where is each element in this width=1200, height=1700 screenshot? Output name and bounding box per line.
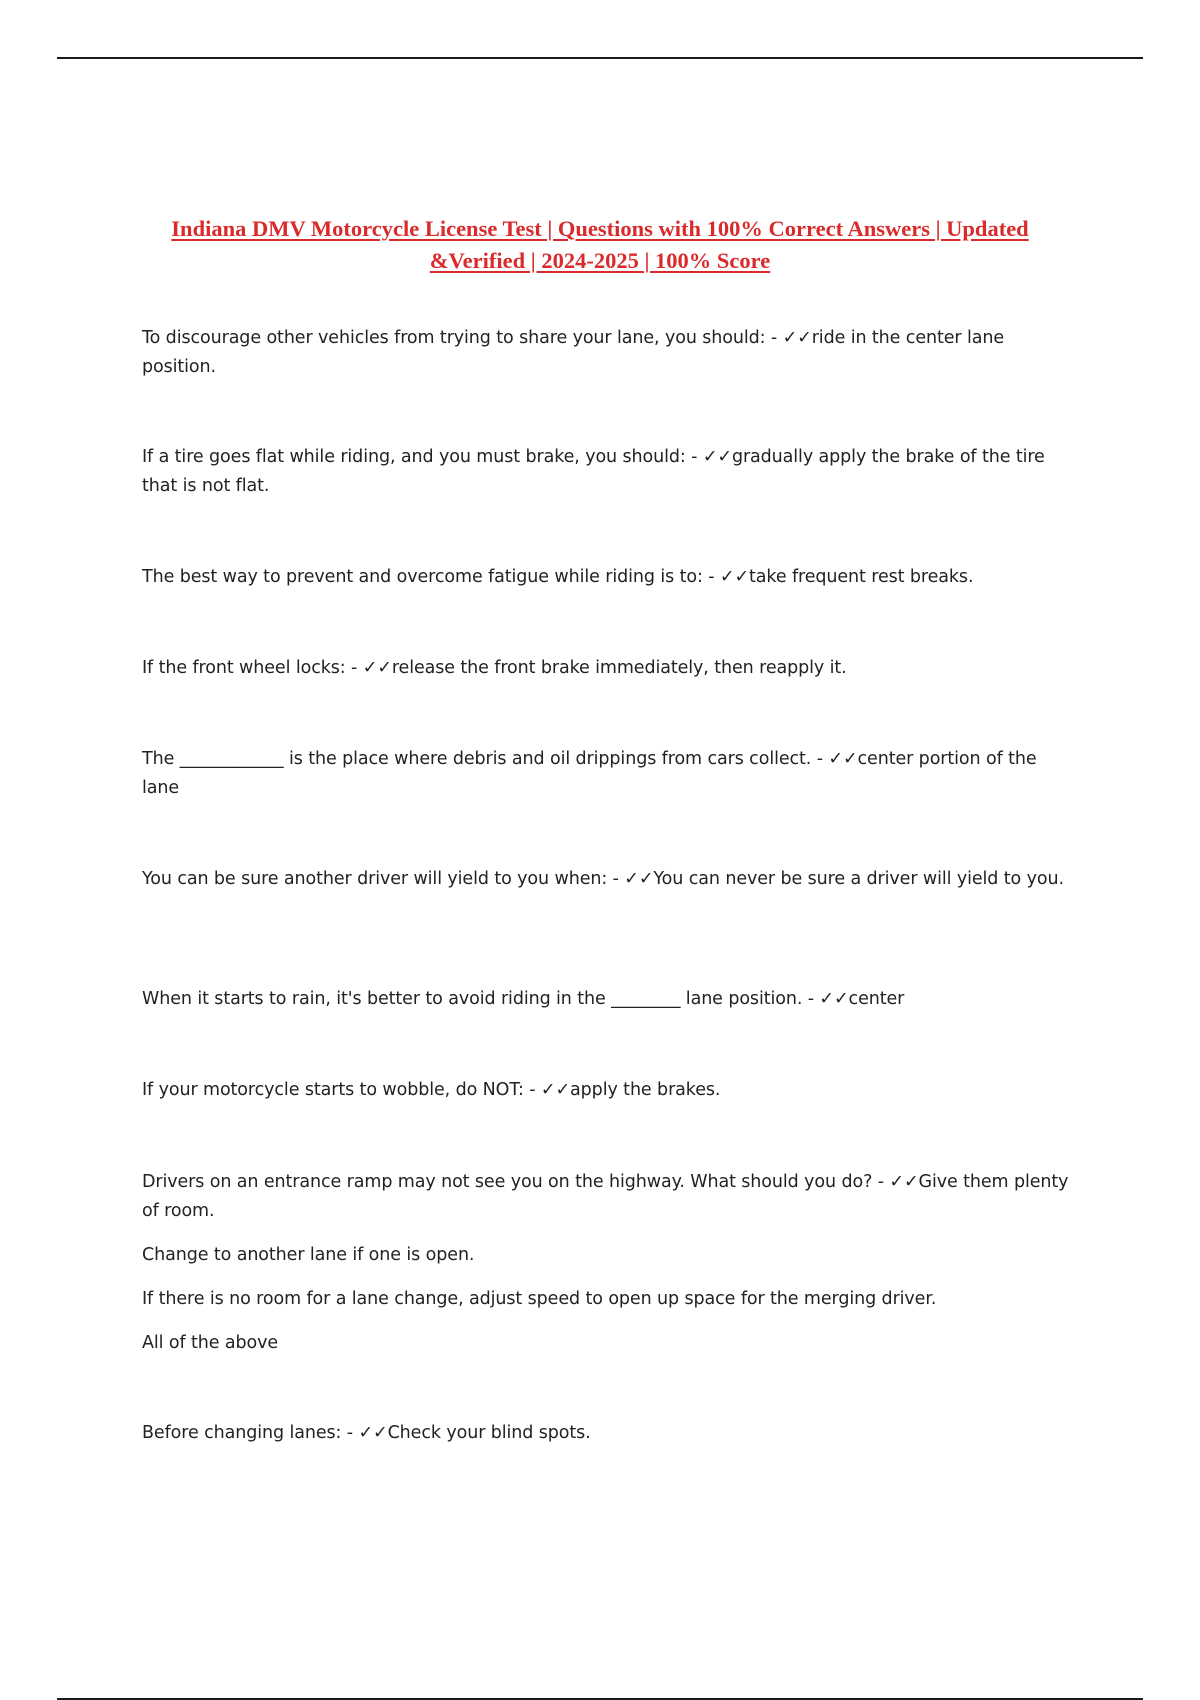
qa-text: If the front wheel locks: - ✓✓release the front brake immediately, then reapply it. xyxy=(142,658,847,678)
qa-text: The ____________ is the place where debris and oil drippings from cars collect. - ✓✓center portion of the lane xyxy=(142,749,1037,798)
qa-extra-line: If there is no room for a lane change, adjust speed to open up space for the merging driver. xyxy=(142,1289,937,1309)
top-rule xyxy=(57,57,1143,59)
qa-entry xyxy=(142,654,1072,683)
qa-entry xyxy=(142,1168,1072,1358)
qa-extra-line: All of the above xyxy=(142,1333,279,1353)
qa-text: Drivers on an entrance ramp may not see you on the highway. What should you do? - ✓✓Give them plenty of room. xyxy=(142,1172,1069,1221)
qa-entry xyxy=(142,745,1072,803)
qa-entry xyxy=(142,443,1072,501)
qa-text: When it starts to rain, it's better to avoid riding in the ________ lane position. - ✓✓center xyxy=(142,989,905,1009)
qa-text: If your motorcycle starts to wobble, do NOT: - ✓✓apply the brakes. xyxy=(142,1080,721,1100)
qa-entry xyxy=(142,1419,1072,1448)
qa-entry xyxy=(142,865,1072,894)
qa-text: If a tire goes flat while riding, and you must brake, you should: - ✓✓gradually apply the brake of the tire that is not flat. xyxy=(142,447,1045,496)
qa-text: To discourage other vehicles from trying to share your lane, you should: - ✓✓ride in the center lane position. xyxy=(142,328,1005,377)
qa-extra-line: Change to another lane if one is open. xyxy=(142,1245,475,1265)
qa-entry xyxy=(142,1076,1072,1105)
qa-entry xyxy=(142,324,1072,382)
qa-text: You can be sure another driver will yield to you when: - ✓✓You can never be sure a driver will yield to you. xyxy=(142,869,1064,889)
qa-text: Before changing lanes: - ✓✓Check your blind spots. xyxy=(142,1423,591,1443)
qa-entry xyxy=(142,563,1072,592)
qa-text: The best way to prevent and overcome fatigue while riding is to: - ✓✓take frequent rest breaks. xyxy=(142,567,974,587)
document-title: Indiana DMV Motorcycle License Test | Questions with 100% Correct Answers | Updated &Verified | 2024-2025 | 100% Score xyxy=(171,216,1029,273)
qa-entry xyxy=(142,985,1072,1014)
